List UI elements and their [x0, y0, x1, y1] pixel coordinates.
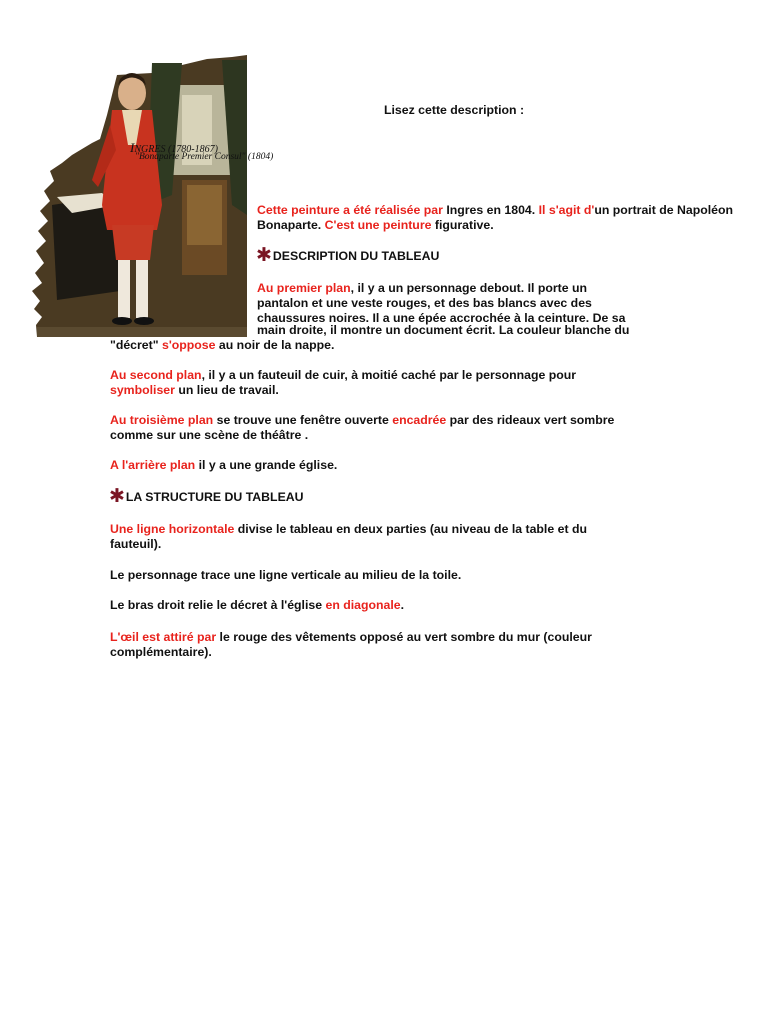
star-bullet-icon: ✱ — [256, 245, 272, 266]
section-description-heading: ✱ DESCRIPTION DU TABLEAU — [256, 245, 440, 266]
troisieme-plan-line1: Au troisième plan se trouve une fenêtre ouverte encadrée par des rideaux vert sombre — [110, 413, 615, 427]
structure-vertical-line: Le personnage trace une ligne verticale au milieu de la toile. — [110, 568, 462, 582]
troisieme-plan-line2: comme sur une scène de théâtre . — [110, 428, 309, 442]
section-structure-heading: ✱ LA STRUCTURE DU TABLEAU — [109, 486, 304, 507]
page-heading: Lisez cette description : — [384, 103, 525, 117]
painting-caption-title: "Bonaparte Premier Consul" (1804) — [135, 152, 274, 162]
premier-plan-line4: main droite, il montre un document écrit. La couleur blanche du — [257, 323, 630, 337]
premier-plan-line1: Au premier plan, il y a un personnage debout. Il porte un — [257, 281, 588, 295]
second-plan-line2: symboliser un lieu de travail. — [110, 383, 279, 397]
intro-paragraph: Cette peinture a été réalisée par Ingres en 1804. Il s'agit d'un portrait de Napoléon Bonaparte. C'est une peinture figurative. — [257, 203, 734, 232]
premier-plan-line2: pantalon et une veste rouges, et des bas blancs avec des — [257, 296, 592, 310]
structure-horizontal-line2: fauteuil). — [110, 537, 162, 551]
structure-oeil-line1: L'œil est attiré par le rouge des vêtements opposé au vert sombre du mur (couleur — [110, 630, 592, 644]
arriere-plan-line: A l'arrière plan il y a une grande église. — [110, 458, 338, 472]
structure-oeil-line2: complémentaire). — [110, 645, 212, 659]
structure-diagonal-line: Le bras droit relie le décret à l'église en diagonale. — [110, 598, 405, 612]
premier-plan-line5: "décret" s'oppose au noir de la nappe. — [110, 338, 335, 352]
painting-caption-artist: INGRES (1780-1867) — [130, 140, 218, 155]
structure-horizontal-line1: Une ligne horizontale divise le tableau en deux parties (au niveau de la table et du — [110, 522, 587, 536]
second-plan-line1: Au second plan, il y a un fauteuil de cuir, à moitié caché par le personnage pour — [110, 368, 577, 382]
premier-plan-line3: chaussures noires. Il a une épée accrochée à la ceinture. De sa — [257, 311, 626, 325]
star-bullet-icon: ✱ — [109, 486, 125, 507]
napoleon-portrait-image — [32, 55, 247, 337]
